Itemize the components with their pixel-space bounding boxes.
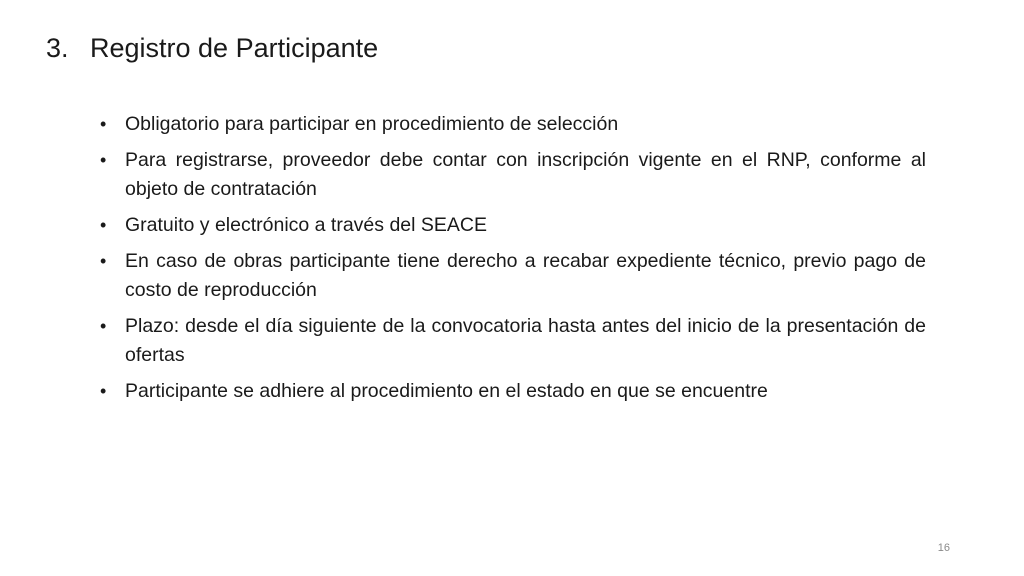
bullet-item: [100, 211, 926, 240]
bullet-item: [100, 377, 926, 406]
bullet-text: Gratuito y electrónico a través del SEACE: [125, 214, 487, 236]
bullet-list: [100, 110, 926, 413]
bullet-icon: •: [100, 316, 107, 336]
bullet-item: [100, 110, 926, 139]
title-text: Registro de Participante: [90, 33, 379, 63]
bullet-icon: •: [100, 381, 107, 401]
bullet-text: Plazo: desde el día siguiente de la convocatoria hasta antes del inicio de la presentación de ofertas: [125, 315, 926, 366]
slide-title: [46, 30, 378, 66]
bullet-item: [100, 146, 926, 204]
bullet-icon: •: [100, 215, 107, 235]
bullet-icon: •: [100, 150, 107, 170]
bullet-text: Participante se adhiere al procedimiento en el estado en que se encuentre: [125, 380, 768, 402]
bullet-text: En caso de obras participante tiene derecho a recabar expediente técnico, previo pago de costo de reproducción: [125, 250, 926, 301]
bullet-item: [100, 247, 926, 305]
bullet-item: [100, 312, 926, 370]
page-number: 16: [937, 542, 950, 554]
bullet-text: Obligatorio para participar en procedimiento de selección: [125, 113, 619, 135]
bullet-text: Para registrarse, proveedor debe contar con inscripción vigente en el RNP, conforme al objeto de contratación: [125, 149, 926, 200]
bullet-icon: •: [100, 114, 107, 134]
bullet-icon: •: [100, 251, 107, 271]
title-number: 3.: [46, 33, 69, 63]
